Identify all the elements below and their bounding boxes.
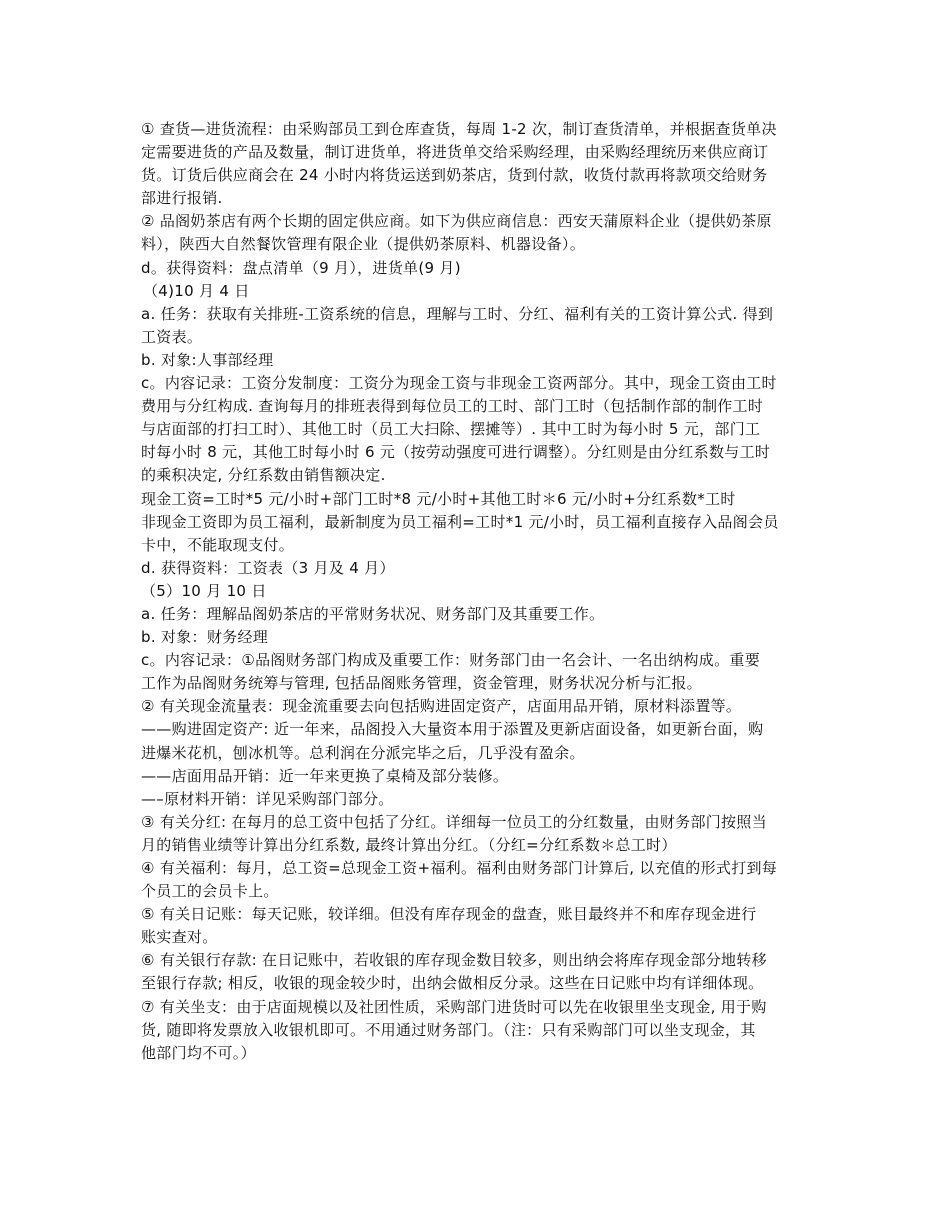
text-line: 月的销售业绩等计算出分红系数, 最终计算出分红。（分红=分红系数＊总工时） xyxy=(141,835,677,854)
text-line: d. 获得资料：工资表（3 月及 4 月） xyxy=(141,558,395,577)
text-line: 部进行报销. xyxy=(141,189,223,208)
text-line: 个员工的会员卡上。 xyxy=(141,882,279,901)
text-line: ⑦ 有关坐支：由于店面规模以及社团性质，采购部门进货时可以先在收银里坐支现金, 用于购 xyxy=(141,997,767,1016)
text-line: 卡中，不能取现支付。 xyxy=(141,535,295,554)
text-line: a. 任务：理解品阁奶茶店的平常财务状况、财务部门及其重要工作。 xyxy=(141,604,605,623)
text-line: ④ 有关福利：每月，总工资=总现金工资+福利。福利由财务部门计算后, 以充值的形式打到每 xyxy=(141,859,778,877)
text-line: 至银行存款; 相反，收银的现金较少时，出纳会做相反分录。这些在日记账中均有详细体现。 xyxy=(141,974,764,993)
section-heading: （4)10 月 4 日 xyxy=(143,281,250,300)
text-line: b. 对象：财务经理 xyxy=(141,628,269,647)
text-line: 定需要进货的产品及数量，制订进货单，将进货单交给采购经理，由采购经理统历来供应商订 xyxy=(141,143,769,162)
text-line: 与店面部的打扫工时）、其他工时（员工大扫除、摆摊等）. 其中工时为每小时 5 元，部门工 xyxy=(141,420,761,439)
text-line: d。获得资料：盘点清单（9 月），进货单(9 月) xyxy=(141,258,461,277)
text-line: 时每小时 8 元，其他工时每小时 6 元（按劳动强度可进行调整）。分红则是由分红系数与工时 xyxy=(141,443,771,462)
document-body xyxy=(141,118,815,1065)
text-line: 货。订货后供应商会在 24 小时内将货运送到奶茶店，货到付款，收货付款再将款项交给财务 xyxy=(141,166,768,185)
text-line: ② 品阁奶茶店有两个长期的固定供应商。如下为供应商信息：西安天蒲原料企业（提供奶茶原 xyxy=(141,212,772,231)
text-line: 工资表。 xyxy=(141,327,203,346)
text-line: c。内容记录：①品阁财务部门构成及重要工作：财务部门由一名会计、一名出纳构成。重要 xyxy=(141,651,760,670)
text-line: a. 任务：获取有关排班-工资系统的信息，理解与工时、分红、福利有关的工资计算公式. 得到 xyxy=(141,304,774,323)
text-line: ——购进固定资产: 近一年来，品阁投入大量资本用于添置及更新店面设备，如更新台面，购 xyxy=(141,720,764,739)
text-line: 非现金工资即为员工福利，最新制度为员工福利=工时*1 元/小时，员工福利直接存入品阁会员 xyxy=(141,512,779,531)
text-line: 费用与分红构成. 查询每月的排班表得到每位员工的工时、部门工时（包括制作部的制作工时 xyxy=(141,397,764,416)
section-heading: （5）10 月 10 日 xyxy=(141,581,267,600)
text-line: 账实查对。 xyxy=(141,928,218,947)
text-line: ③ 有关分红: 在每月的总工资中包括了分红。详细每一位员工的分红数量，由财务部门按照当 xyxy=(141,812,767,831)
text-line: 货, 随即将发票放入收银机即可。不用通过财务部门。（注：只有采购部门可以坐支现金，其 xyxy=(141,1020,756,1039)
text-line: 进爆米花机，刨冰机等。总利润在分派完毕之后，几乎没有盈余。 xyxy=(141,743,585,762)
text-line: ——店面用品开销：近一年来更换了桌椅及部分装修。 xyxy=(141,766,509,785)
text-line: —–原材料开销：详见采购部门部分。 xyxy=(141,789,394,808)
text-line: ① 查货—进货流程：由采购部员工到仓库查货，每周 1-2 次，制订查货清单，并根据查货单决 xyxy=(141,120,777,138)
text-line: b. 对象:人事部经理 xyxy=(141,350,274,369)
text-line: ⑤ 有关日记账：每天记账，较详细。但没有库存现金的盘查，账目最终并不和库存现金进行 xyxy=(141,905,757,924)
text-line: 的乘积决定, 分红系数由销售额决定. xyxy=(141,466,386,485)
formula-line: 现金工资=工时*5 元/小时+部门工时*8 元/小时+其他工时＊6 元/小时+分红系数*工时 xyxy=(141,489,736,508)
text-line: ② 有关现金流量表：现金流重要去向包括购进固定资产，店面用品开销，原材料添置等。 xyxy=(141,697,742,716)
text-line: ⑥ 有关银行存款: 在日记账中，若收银的库存现金数目较多，则出纳会将库存现金部分地转移 xyxy=(141,951,767,970)
text-line: 工作为品阁财务统筹与管理, 包括品阁账务管理，资金管理，财务状况分析与汇报。 xyxy=(141,674,702,693)
text-line: c。内容记录：工资分发制度：工资分为现金工资与非现金工资两部分。其中，现金工资由工时 xyxy=(141,374,777,393)
text-line: 他部门均不可。） xyxy=(141,1043,256,1062)
text-line: 料），陕西大自然餐饮管理有限企业（提供奶茶原料、机器设备）。 xyxy=(141,235,586,254)
